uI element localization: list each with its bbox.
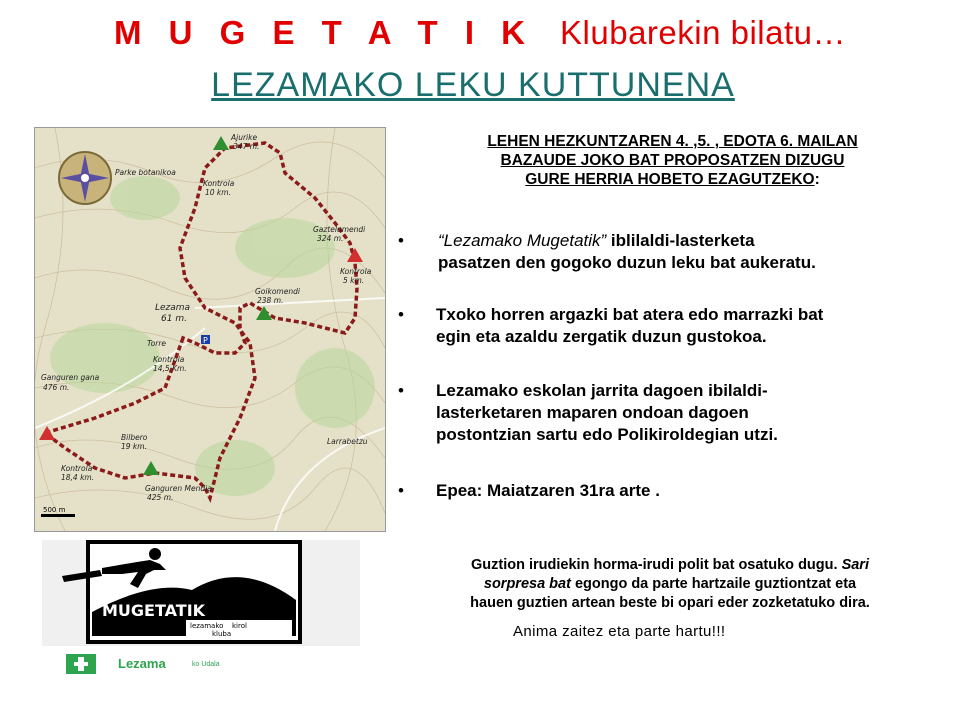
- closing-text: Guztion irudiekin horma-irudi polit bat osatuko dugu. Sari sorpresa bat egongo da parte hartzaile guztiontzat eta hauen guztien artean beste bi opari eder zozketatuko dira.: [470, 557, 870, 611]
- flag-icon: [66, 654, 96, 674]
- club-logo: [42, 540, 360, 646]
- svg-text:5 km.: 5 km.: [343, 276, 365, 285]
- svg-text:425 m.: 425 m.: [147, 493, 174, 502]
- title-club-name: M U G E T A T I K: [113, 14, 535, 51]
- svg-text:Ganguren gana: Ganguren gana: [41, 373, 100, 382]
- svg-text:476 m.: 476 m.: [43, 383, 70, 392]
- svg-text:lezamako: lezamako: [190, 622, 224, 630]
- svg-text:Torre: Torre: [147, 339, 167, 348]
- svg-text:500 m: 500 m: [43, 506, 66, 514]
- svg-text:14,5 Km.: 14,5 Km.: [153, 364, 187, 373]
- svg-text:kluba: kluba: [212, 630, 232, 638]
- intro-text: LEHEN HEZKUNTZAREN 4. ,5. , EDOTA 6. MAILAN BAZAUDE JOKO BAT PROPOSATZEN DIZUGU GURE HERRIA HOBETO EZAGUTZEKO:: [487, 133, 858, 188]
- svg-text:Ganguren Mendia: Ganguren Mendia: [145, 484, 212, 493]
- svg-text:Ajurike: Ajurike: [231, 133, 258, 142]
- municipality-name: Lezama: [118, 656, 166, 671]
- page-subtitle: LEZAMAKO LEKU KUTTUNENA: [211, 66, 735, 104]
- cheer-text: Anima zaitez eta parte hartu!!!: [513, 623, 726, 640]
- svg-text:Parke botanikoa: Parke botanikoa: [115, 168, 176, 177]
- svg-text:324 m.: 324 m.: [317, 234, 344, 243]
- main-title: [0, 14, 960, 52]
- svg-text:Kontrola: Kontrola: [153, 355, 185, 364]
- svg-text:18,4 km.: 18,4 km.: [61, 473, 95, 482]
- svg-text:Bilbero: Bilbero: [121, 433, 148, 442]
- svg-text:P: P: [203, 336, 208, 345]
- route-name: “Lezamako Mugetatik”: [438, 231, 611, 250]
- intro-line-2: BAZAUDE JOKO BAT PROPOSATZEN DIZUGU: [500, 152, 845, 169]
- svg-text:Goikomendi: Goikomendi: [255, 287, 300, 296]
- svg-text:kirol: kirol: [232, 622, 247, 630]
- svg-text:Kontrola: Kontrola: [203, 179, 235, 188]
- svg-text:Lezama: Lezama: [155, 303, 191, 313]
- svg-text:347 m.: 347 m.: [233, 142, 260, 151]
- svg-text:Gaztelumendi: Gaztelumendi: [313, 225, 366, 234]
- municipality-logo: [66, 654, 276, 676]
- svg-text:10 km.: 10 km.: [205, 188, 231, 197]
- svg-text:238 m.: 238 m.: [257, 296, 284, 305]
- svg-text:Larrabetzu: Larrabetzu: [327, 437, 368, 446]
- svg-text:Kontrola: Kontrola: [61, 464, 93, 473]
- svg-text:MUGETATIK: MUGETATIK: [102, 601, 206, 620]
- svg-text:61 m.: 61 m.: [161, 314, 187, 324]
- municipality-sub: ko Udala: [192, 661, 220, 668]
- intro-line-3: GURE HERRIA HOBETO EZAGUTZEKO: [525, 171, 815, 188]
- svg-text:19 km.: 19 km.: [121, 442, 147, 451]
- title-tagline: Klubarekin bilatu…: [560, 14, 847, 51]
- route-map: [34, 127, 386, 532]
- intro-line-1: LEHEN HEZKUNTZAREN 4. ,5. , EDOTA 6. MAILAN: [487, 133, 858, 150]
- svg-text:Kontrola: Kontrola: [340, 267, 372, 276]
